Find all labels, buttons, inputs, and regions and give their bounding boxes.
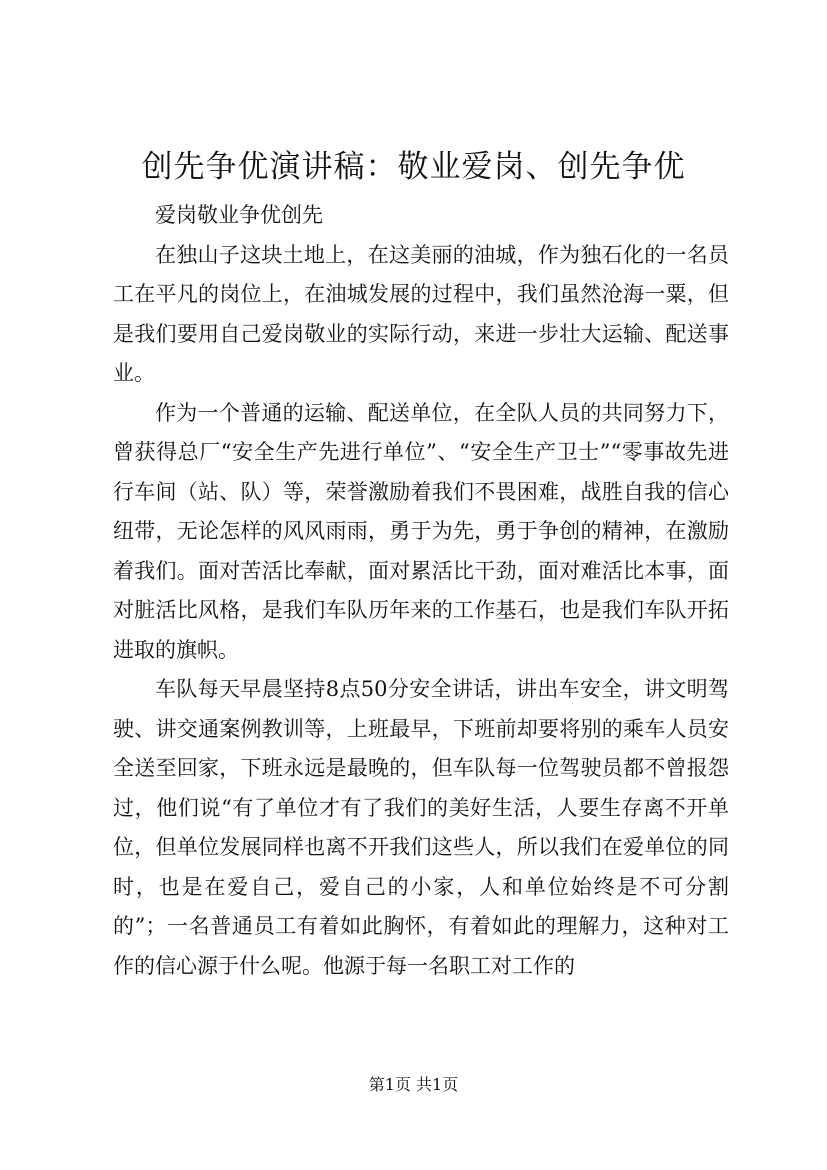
paragraph-3: 车队每天早晨坚持8点50分安全讲话，讲出车安全，讲文明驾驶、讲交通案例教训等，上班最早，下班前却要将别的乘车人员安全送至回家，下班永远是最晚的，但车队每一位驾驶员都不曾报怨过，他们说“有了单位才有了我们的美好生活，人要生存离不开单位，但单位发展同样也离不开我们这些人，所以我们在爱单位的同时，也是在爱自己，爱自己的小家，人和单位始终是不可分割的”；一名普通员工有着如此胸怀，有着如此的理解力，这种对工作的信心源于什么呢。他源于每一名职工对工作的 [113,677,729,978]
document-title: 创先争优演讲稿：敬业爱岗、创先争优 [141,149,686,185]
paragraph-2: 作为一个普通的运输、配送单位，在全队人员的共同努力下，曾获得总厂“安全生产先进行单位”、“安全生产卫士”“零事故先进行车间（站、队）等，荣誉激励着我们不畏困难，战胜自我的信心纽带，无论怎样的风风雨雨，勇于为先，勇于争创的精神，在激励着我们。面对苦活比奉献，面对累活比干劲，面对难活比本事，面对脏活比风格，是我们车队历年来的工作基石，也是我们车队开拓进取的旗帜。 [113,400,729,662]
document-body [113,196,729,986]
page-footer: 第1页 共1页 [368,1075,459,1094]
document-subtitle: 爱岗敬业争优创先 [155,203,323,227]
paragraph-1: 在独山子这块土地上，在这美丽的油城，作为独石化的一名员工在平凡的岗位上，在油城发展的过程中，我们虽然沧海一粟，但是我们要用自己爱岗敬业的实际行动，来进一步壮大运输、配送事业。 [113,242,729,385]
